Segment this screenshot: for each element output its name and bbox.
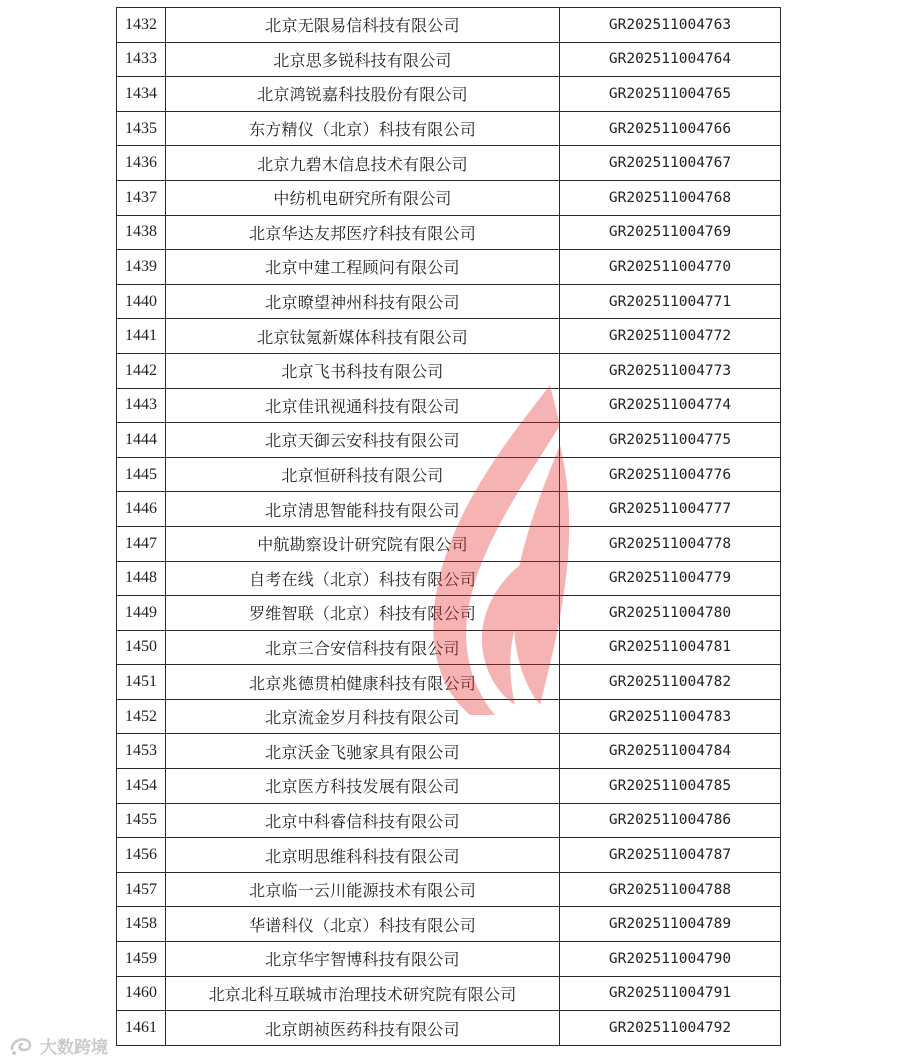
row-number: 1457 xyxy=(117,872,166,907)
swirl-logo-icon xyxy=(8,1035,34,1057)
certificate-number: GR202511004792 xyxy=(560,1011,781,1046)
company-name: 北京思多锐科技有限公司 xyxy=(166,42,560,77)
corner-watermark-text: 大数跨境 xyxy=(40,1038,108,1058)
row-number: 1446 xyxy=(117,492,166,527)
company-name: 北京流金岁月科技有限公司 xyxy=(166,699,560,734)
row-number: 1434 xyxy=(117,77,166,112)
table-row xyxy=(117,492,781,527)
table-row xyxy=(117,353,781,388)
row-number: 1437 xyxy=(117,180,166,215)
company-name: 北京医方科技发展有限公司 xyxy=(166,769,560,804)
row-number: 1451 xyxy=(117,665,166,700)
row-number: 1440 xyxy=(117,284,166,319)
table-row xyxy=(117,77,781,112)
company-name: 北京中建工程顾问有限公司 xyxy=(166,250,560,285)
company-name: 北京天御云安科技有限公司 xyxy=(166,423,560,458)
row-number: 1454 xyxy=(117,769,166,804)
table-row xyxy=(117,596,781,631)
certificate-number: GR202511004767 xyxy=(560,146,781,181)
table-row xyxy=(117,457,781,492)
company-name: 北京鸿锐嘉科技股份有限公司 xyxy=(166,77,560,112)
table-row xyxy=(117,734,781,769)
company-name: 北京佳讯视通科技有限公司 xyxy=(166,388,560,423)
table-row xyxy=(117,976,781,1011)
certificate-number: GR202511004778 xyxy=(560,526,781,561)
row-number: 1458 xyxy=(117,907,166,942)
table-row xyxy=(117,872,781,907)
table-row xyxy=(117,907,781,942)
company-name: 罗维智联（北京）科技有限公司 xyxy=(166,596,560,631)
certificate-number: GR202511004763 xyxy=(560,8,781,43)
certificate-table xyxy=(116,7,781,1046)
table-row xyxy=(117,665,781,700)
certificate-number: GR202511004772 xyxy=(560,319,781,354)
company-name: 自考在线（北京）科技有限公司 xyxy=(166,561,560,596)
row-number: 1455 xyxy=(117,803,166,838)
table-row xyxy=(117,526,781,561)
table-row xyxy=(117,803,781,838)
certificate-number: GR202511004779 xyxy=(560,561,781,596)
company-name: 北京九碧木信息技术有限公司 xyxy=(166,146,560,181)
company-name: 北京恒研科技有限公司 xyxy=(166,457,560,492)
certificate-number: GR202511004776 xyxy=(560,457,781,492)
company-name: 中纺机电研究所有限公司 xyxy=(166,180,560,215)
row-number: 1459 xyxy=(117,942,166,977)
certificate-number: GR202511004775 xyxy=(560,423,781,458)
certificate-number: GR202511004770 xyxy=(560,250,781,285)
table-row xyxy=(117,42,781,77)
row-number: 1439 xyxy=(117,250,166,285)
company-name: 北京无限易信科技有限公司 xyxy=(166,8,560,43)
certificate-number: GR202511004786 xyxy=(560,803,781,838)
company-name: 北京朗祯医药科技有限公司 xyxy=(166,1011,560,1046)
row-number: 1438 xyxy=(117,215,166,250)
table-row xyxy=(117,8,781,43)
table-row xyxy=(117,769,781,804)
row-number: 1452 xyxy=(117,699,166,734)
corner-watermark xyxy=(8,1033,108,1058)
certificate-number: GR202511004765 xyxy=(560,77,781,112)
certificate-number: GR202511004788 xyxy=(560,872,781,907)
certificate-number: GR202511004782 xyxy=(560,665,781,700)
row-number: 1461 xyxy=(117,1011,166,1046)
table-row xyxy=(117,388,781,423)
table-row xyxy=(117,423,781,458)
certificate-number: GR202511004790 xyxy=(560,942,781,977)
table-row xyxy=(117,561,781,596)
certificate-table-body xyxy=(117,8,781,1046)
certificate-number: GR202511004773 xyxy=(560,353,781,388)
table-row xyxy=(117,630,781,665)
table-row xyxy=(117,942,781,977)
certificate-number: GR202511004781 xyxy=(560,630,781,665)
certificate-number: GR202511004764 xyxy=(560,42,781,77)
row-number: 1432 xyxy=(117,8,166,43)
company-name: 北京中科睿信科技有限公司 xyxy=(166,803,560,838)
certificate-number: GR202511004769 xyxy=(560,215,781,250)
company-name: 北京钛氪新媒体科技有限公司 xyxy=(166,319,560,354)
table-row xyxy=(117,146,781,181)
company-name: 北京临一云川能源技术有限公司 xyxy=(166,872,560,907)
table-row xyxy=(117,699,781,734)
table-row xyxy=(117,1011,781,1046)
company-name: 北京飞书科技有限公司 xyxy=(166,353,560,388)
table-row xyxy=(117,319,781,354)
row-number: 1450 xyxy=(117,630,166,665)
row-number: 1436 xyxy=(117,146,166,181)
row-number: 1460 xyxy=(117,976,166,1011)
row-number: 1447 xyxy=(117,526,166,561)
row-number: 1435 xyxy=(117,111,166,146)
company-name: 北京三合安信科技有限公司 xyxy=(166,630,560,665)
company-name: 北京北科互联城市治理技术研究院有限公司 xyxy=(166,976,560,1011)
row-number: 1433 xyxy=(117,42,166,77)
row-number: 1448 xyxy=(117,561,166,596)
table-row xyxy=(117,250,781,285)
certificate-number: GR202511004774 xyxy=(560,388,781,423)
row-number: 1441 xyxy=(117,319,166,354)
table-row xyxy=(117,215,781,250)
certificate-number: GR202511004768 xyxy=(560,180,781,215)
certificate-number: GR202511004787 xyxy=(560,838,781,873)
table-row xyxy=(117,180,781,215)
certificate-number: GR202511004791 xyxy=(560,976,781,1011)
row-number: 1445 xyxy=(117,457,166,492)
row-number: 1444 xyxy=(117,423,166,458)
company-name: 北京明思维科科技有限公司 xyxy=(166,838,560,873)
row-number: 1443 xyxy=(117,388,166,423)
row-number: 1442 xyxy=(117,353,166,388)
company-name: 华谱科仪（北京）科技有限公司 xyxy=(166,907,560,942)
certificate-number: GR202511004785 xyxy=(560,769,781,804)
certificate-number: GR202511004771 xyxy=(560,284,781,319)
company-name: 北京兆德贯柏健康科技有限公司 xyxy=(166,665,560,700)
company-name: 北京暸望神州科技有限公司 xyxy=(166,284,560,319)
company-name: 东方精仪（北京）科技有限公司 xyxy=(166,111,560,146)
certificate-number: GR202511004766 xyxy=(560,111,781,146)
row-number: 1449 xyxy=(117,596,166,631)
table-row xyxy=(117,284,781,319)
certificate-number: GR202511004784 xyxy=(560,734,781,769)
certificate-number: GR202511004777 xyxy=(560,492,781,527)
row-number: 1453 xyxy=(117,734,166,769)
company-name: 北京华达友邦医疗科技有限公司 xyxy=(166,215,560,250)
table-row xyxy=(117,838,781,873)
company-name: 北京华宇智博科技有限公司 xyxy=(166,942,560,977)
company-name: 北京沃金飞驰家具有限公司 xyxy=(166,734,560,769)
certificate-number: GR202511004783 xyxy=(560,699,781,734)
certificate-number: GR202511004789 xyxy=(560,907,781,942)
table-row xyxy=(117,111,781,146)
certificate-number: GR202511004780 xyxy=(560,596,781,631)
company-name: 中航勘察设计研究院有限公司 xyxy=(166,526,560,561)
row-number: 1456 xyxy=(117,838,166,873)
company-name: 北京清思智能科技有限公司 xyxy=(166,492,560,527)
